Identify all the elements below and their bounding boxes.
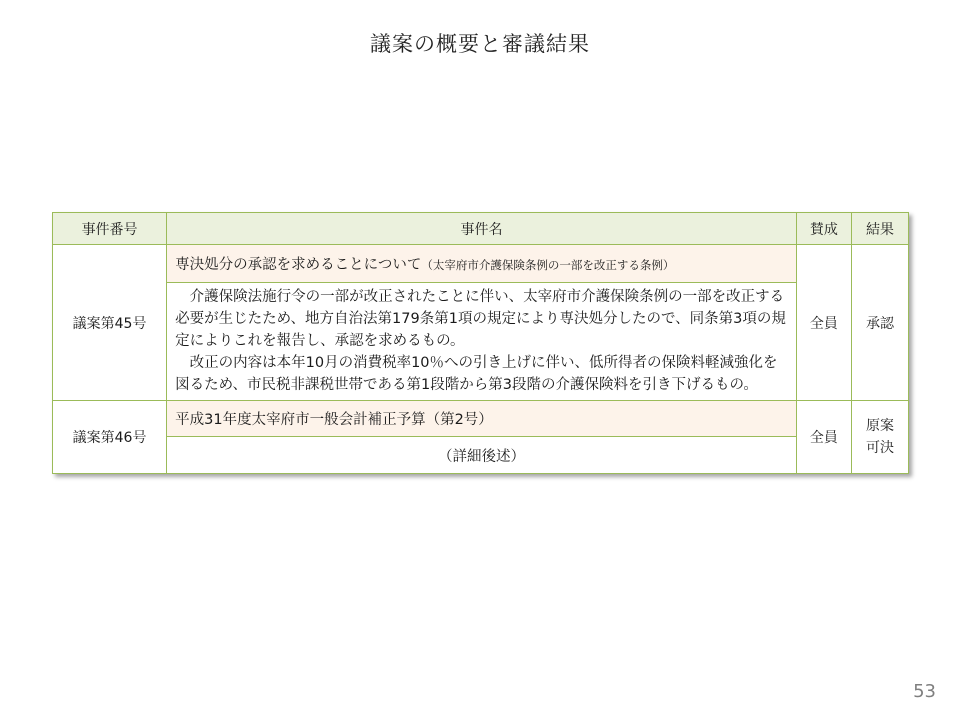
header-vote: 賛成 bbox=[796, 213, 851, 245]
agenda-table-wrapper bbox=[52, 212, 909, 474]
table-row bbox=[53, 401, 909, 437]
slide-title: 議案の概要と審議結果 bbox=[370, 32, 590, 56]
page-number: 53 bbox=[913, 681, 936, 702]
case-detail-46: （詳細後述） bbox=[167, 437, 797, 474]
result-line-1: 原案 bbox=[865, 418, 894, 434]
result-line-2: 可決 bbox=[865, 440, 894, 456]
case-description-45 bbox=[167, 283, 797, 401]
vote-46: 全員 bbox=[796, 401, 851, 474]
case-subject-note: （太宰府市介護保険条例の一部を改正する条例） bbox=[421, 258, 675, 272]
case-number-46: 議案第46号 bbox=[53, 401, 167, 474]
table-row bbox=[53, 283, 909, 401]
agenda-table bbox=[52, 212, 909, 474]
case-subject-45 bbox=[167, 245, 797, 283]
vote-45: 全員 bbox=[796, 245, 851, 401]
result-45: 承認 bbox=[851, 245, 908, 401]
table-row bbox=[53, 437, 909, 474]
description-paragraph: 介護保険法施行令の一部が改正されたことに伴い、太宰府市介護保険条例の一部を改正する必要が生じたため、地方自治法第179条第1項の規定により専決処分したので、同条第3項の規定によりこれを報告し、承認を求めるもの。 bbox=[175, 289, 786, 349]
case-subject-main: 専決処分の承認を求めることについて bbox=[175, 257, 422, 273]
table-row bbox=[53, 245, 909, 283]
header-case-number: 事件番号 bbox=[53, 213, 167, 245]
case-subject-46: 平成31年度太宰府市一般会計補正予算（第2号） bbox=[167, 401, 797, 437]
case-number-45: 議案第45号 bbox=[53, 245, 167, 401]
table-header-row bbox=[53, 213, 909, 245]
header-result: 結果 bbox=[851, 213, 908, 245]
result-46 bbox=[851, 401, 908, 474]
description-paragraph: 改正の内容は本年10月の消費税率10％への引き上げに伴い、低所得者の保険料軽減強化を図るため、市民税非課税世帯である第1段階から第3段階の介護保険料を引き下げるもの。 bbox=[175, 355, 778, 393]
header-case-name: 事件名 bbox=[167, 213, 797, 245]
